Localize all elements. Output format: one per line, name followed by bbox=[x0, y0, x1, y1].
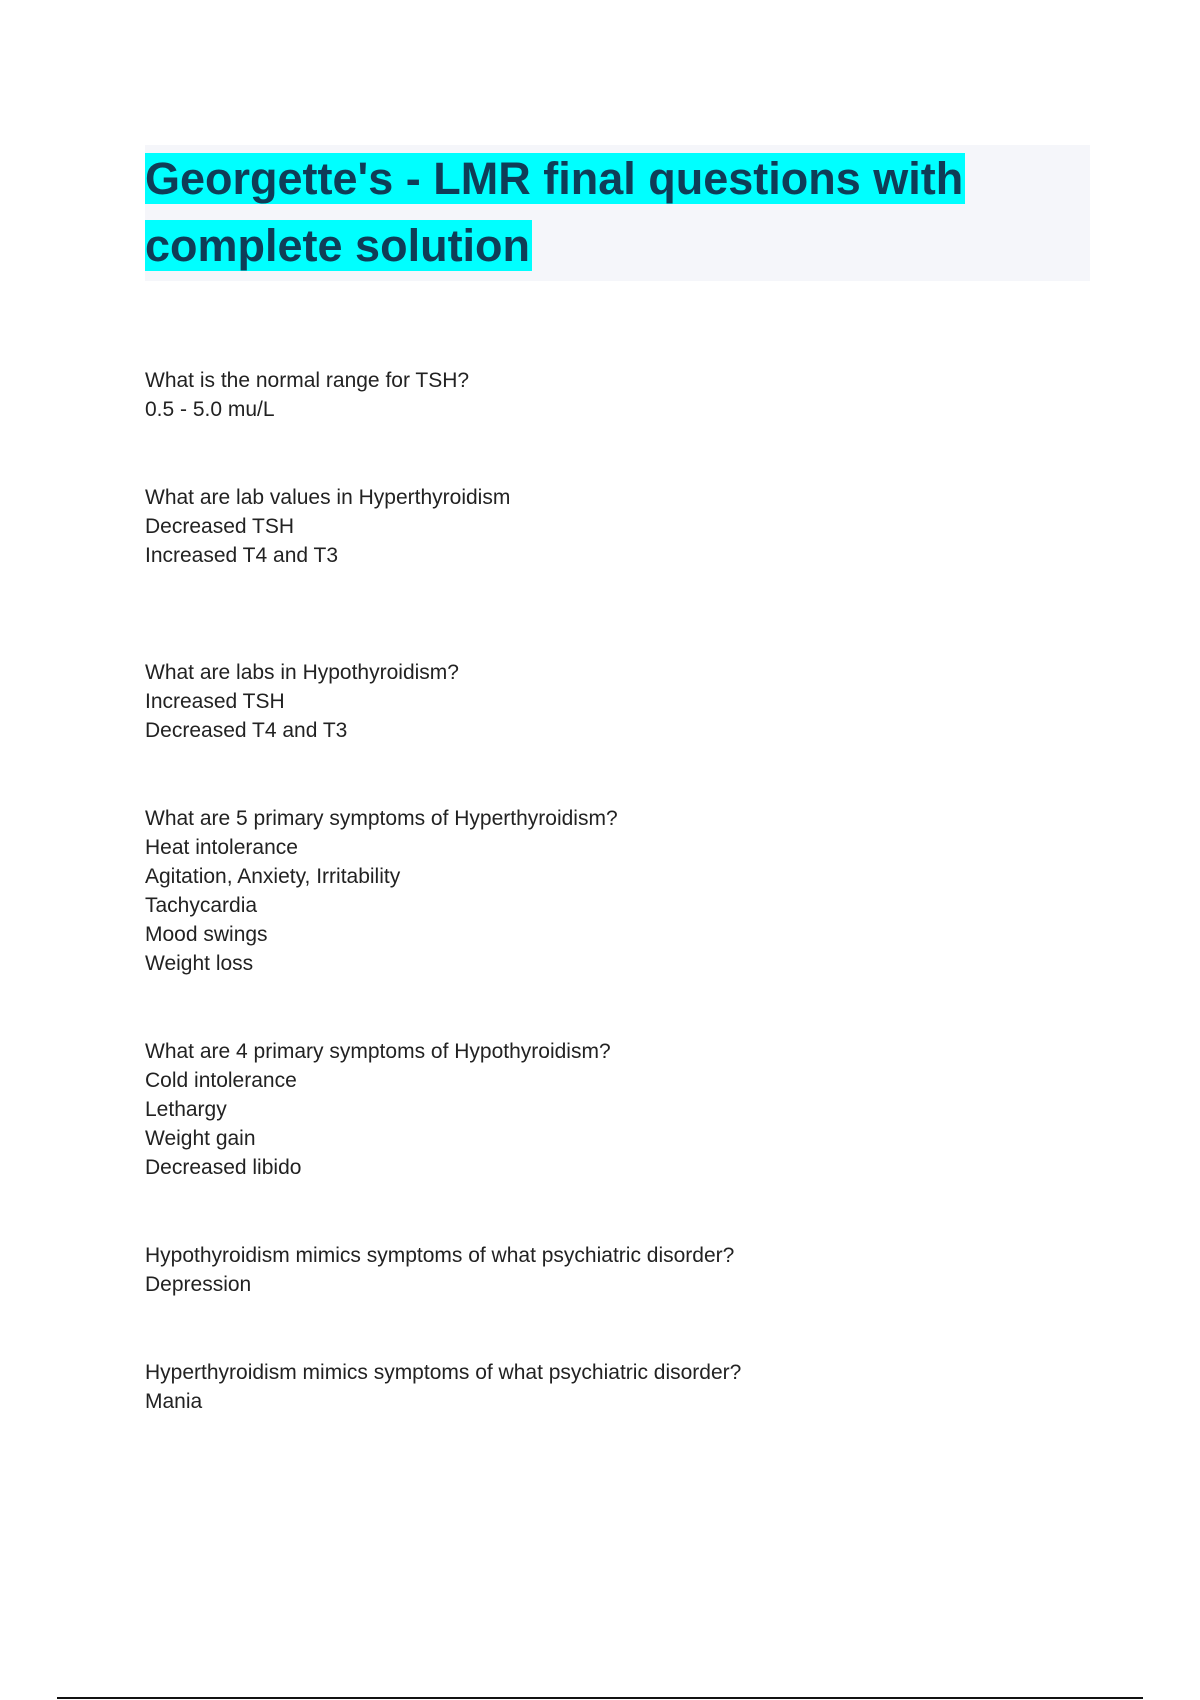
answer-text: Lethargy bbox=[145, 1098, 227, 1121]
question-text: What are 4 primary symptoms of Hypothyroidism? bbox=[145, 1040, 611, 1063]
qa-item bbox=[145, 804, 1090, 978]
answer-text: Decreased T4 and T3 bbox=[145, 719, 348, 742]
qa-item bbox=[145, 483, 1090, 570]
answer-text: Decreased TSH bbox=[145, 515, 295, 538]
question-text: What are lab values in Hyperthyroidism bbox=[145, 486, 511, 509]
answer-text: Increased T4 and T3 bbox=[145, 544, 339, 567]
answer-text: Depression bbox=[145, 1273, 252, 1296]
question-text: What are labs in Hypothyroidism? bbox=[145, 661, 459, 684]
question-text: Hyperthyroidism mimics symptoms of what psychiatric disorder? bbox=[145, 1361, 742, 1384]
qa-item bbox=[145, 1037, 1090, 1182]
footer-divider bbox=[57, 1697, 1143, 1699]
qa-item bbox=[145, 658, 1090, 745]
answer-text: 0.5 - 5.0 mu/L bbox=[145, 398, 275, 421]
answer-text: Increased TSH bbox=[145, 690, 285, 713]
title-line-2: complete solution bbox=[145, 220, 531, 271]
qa-item bbox=[145, 1241, 1090, 1299]
answer-text: Weight gain bbox=[145, 1127, 256, 1150]
answer-text: Cold intolerance bbox=[145, 1069, 297, 1092]
title-line-1: Georgette's - LMR final questions with bbox=[145, 153, 964, 204]
answer-text: Decreased libido bbox=[145, 1156, 302, 1179]
answer-text: Agitation, Anxiety, Irritability bbox=[145, 865, 401, 888]
answer-text: Heat intolerance bbox=[145, 836, 298, 859]
answer-text: Tachycardia bbox=[145, 894, 258, 917]
qa-item bbox=[145, 366, 1090, 424]
qa-list bbox=[145, 366, 1090, 1416]
question-text: Hypothyroidism mimics symptoms of what psychiatric disorder? bbox=[145, 1244, 735, 1267]
title-block bbox=[145, 145, 1090, 281]
question-text: What are 5 primary symptoms of Hyperthyroidism? bbox=[145, 807, 618, 830]
answer-text: Mania bbox=[145, 1390, 203, 1413]
question-text: What is the normal range for TSH? bbox=[145, 369, 470, 392]
answer-text: Weight loss bbox=[145, 952, 254, 975]
qa-item bbox=[145, 1358, 1090, 1416]
page-title bbox=[145, 145, 1090, 279]
answer-text: Mood swings bbox=[145, 923, 268, 946]
